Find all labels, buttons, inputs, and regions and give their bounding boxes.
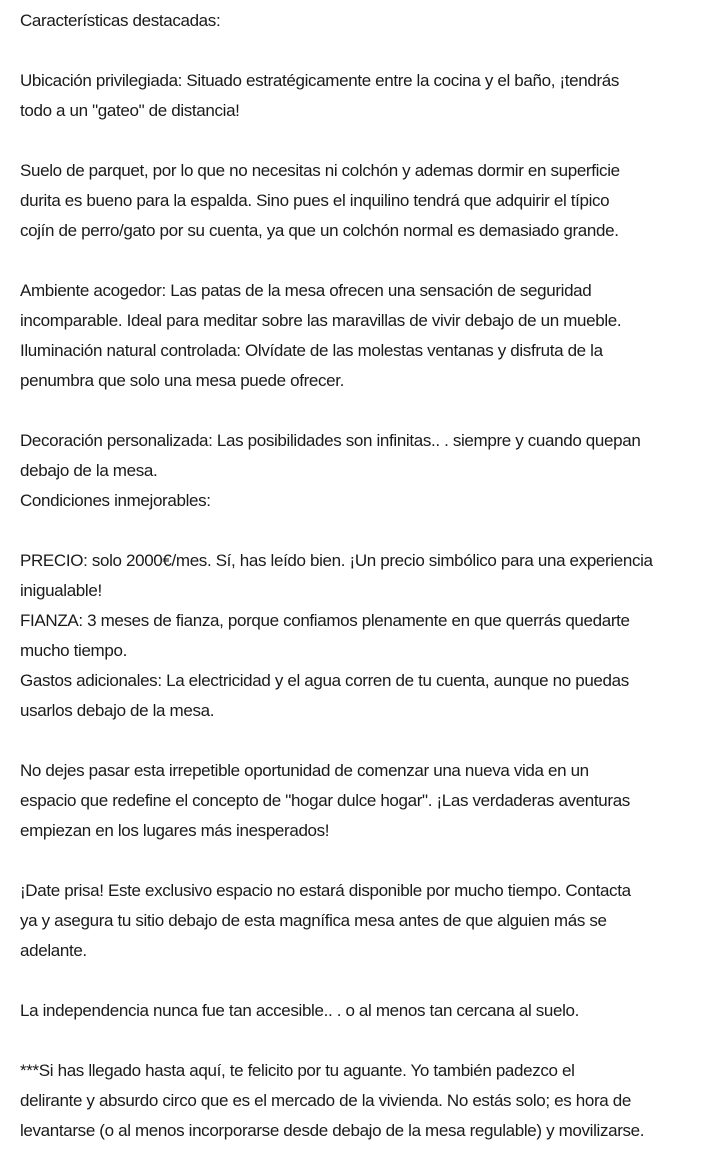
blank-line (20, 246, 720, 276)
footnote-line: levantarse (o al menos incorporarse desde debajo de la mesa regulable) y movilizarse. (20, 1121, 645, 1140)
blank-line (20, 396, 720, 426)
text-line: penumbra que solo una mesa puede ofrecer. (20, 371, 344, 390)
text-line: Suelo de parquet, por lo que no necesitas ni colchón y ademas dormir en superficie (20, 161, 620, 180)
text-line: empiezan en los lugares más inesperados! (20, 821, 330, 840)
text-line: ¡Date prisa! Este exclusivo espacio no estará disponible por mucho tiempo. Contacta (20, 881, 631, 900)
text-line: mucho tiempo. (20, 641, 127, 660)
text-line: inigualable! (20, 581, 102, 600)
text-line: adelante. (20, 941, 87, 960)
blank-line (20, 846, 720, 876)
deposit-line: FIANZA: 3 meses de fianza, porque confiamos plenamente en que querrás quedarte (20, 611, 630, 630)
blank-line (20, 726, 720, 756)
text-line: incomparable. Ideal para meditar sobre las maravillas de vivir debajo de un mueble. (20, 311, 622, 330)
blank-line (20, 516, 720, 546)
heading-features: Características destacadas: (20, 11, 221, 30)
text-line: ya y asegura tu sitio debajo de esta magnífica mesa antes de que alguien más se (20, 911, 607, 930)
blank-line (20, 1026, 720, 1056)
text-line: Iluminación natural controlada: Olvídate de las molestas ventanas y disfruta de la (20, 341, 603, 360)
expenses-line: Gastos adicionales: La electricidad y el agua corren de tu cuenta, aunque no puedas (20, 671, 629, 690)
text-line: cojín de perro/gato por su cuenta, ya que un colchón normal es demasiado grande. (20, 221, 619, 240)
text-line: usarlos debajo de la mesa. (20, 701, 215, 720)
blank-line (20, 126, 720, 156)
blank-line (20, 966, 720, 996)
price-line: PRECIO: solo 2000€/mes. Sí, has leído bien. ¡Un precio simbólico para una experiencia (20, 551, 653, 570)
heading-conditions: Condiciones inmejorables: (20, 491, 211, 510)
text-line: Ambiente acogedor: Las patas de la mesa ofrecen una sensación de seguridad (20, 281, 592, 300)
footnote-line: ***Si has llegado hasta aquí, te felicito por tu aguante. Yo también padezco el (20, 1061, 575, 1080)
text-line: durita es bueno para la espalda. Sino pues el inquilino tendrá que adquirir el típico (20, 191, 610, 210)
text-line: La independencia nunca fue tan accesible.. . o al menos tan cercana al suelo. (20, 1001, 580, 1020)
listing-description (20, 6, 720, 1146)
blank-line (20, 36, 720, 66)
text-line: No dejes pasar esta irrepetible oportunidad de comenzar una nueva vida en un (20, 761, 589, 780)
text-line: debajo de la mesa. (20, 461, 158, 480)
text-line: Ubicación privilegiada: Situado estratégicamente entre la cocina y el baño, ¡tendrás (20, 71, 620, 90)
footnote-line: delirante y absurdo circo que es el mercado de la vivienda. No estás solo; es hora de (20, 1091, 631, 1110)
text-line: espacio que redefine el concepto de "hogar dulce hogar". ¡Las verdaderas aventuras (20, 791, 630, 810)
text-line: Decoración personalizada: Las posibilidades son infinitas.. . siempre y cuando quepan (20, 431, 641, 450)
text-line: todo a un "gateo" de distancia! (20, 101, 240, 120)
